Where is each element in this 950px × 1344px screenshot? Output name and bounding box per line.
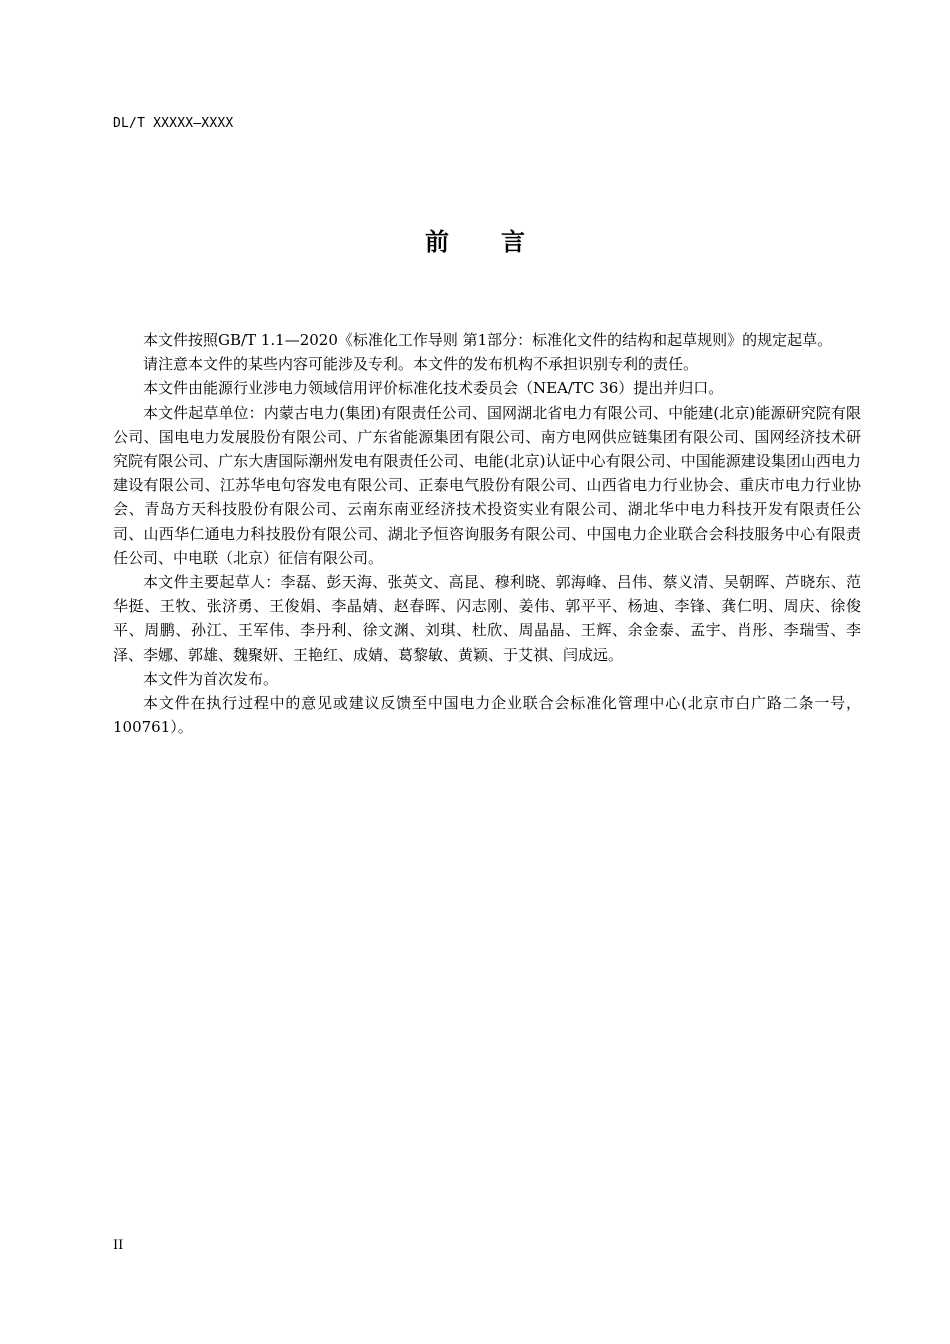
foreword-body <box>113 328 861 739</box>
paragraph-drafters: 本文件主要起草人：李磊、彭天海、张英文、高昆、穆利晓、郭海峰、吕伟、蔡义清、吴朝晖、芦晓东、范华挺、王牧、张济勇、王俊娟、李晶婧、赵春晖、闪志刚、姜伟、郭平平、杨迪、李锋、龚仁明、周庆、徐俊平、周鹏、孙江、王军伟、李丹利、徐文渊、刘琪、杜欣、周晶晶、王辉、余金泰、孟宇、肖彤、李瑞雪、李泽、李娜、郭雄、魏聚妍、王艳红、成婧、葛黎敏、黄颖、于艾祺、闫成远。 <box>113 573 861 664</box>
title-char-2: 言 <box>501 228 525 256</box>
paragraph-drafting-rules: 本文件按照GB/T 1.1—2020《标准化工作导则 第1部分：标准化文件的结构和起草规则》的规定起草。 <box>143 331 833 349</box>
page-title <box>0 222 950 257</box>
paragraph-patent-notice: 请注意本文件的某些内容可能涉及专利。本文件的发布机构不承担识别专利的责任。 <box>143 355 699 374</box>
page-number: II <box>113 1238 124 1253</box>
paragraph-proposer: 本文件由能源行业涉电力领域信用评价标准化技术委员会（NEA/TC 36）提出并归口。 <box>143 379 724 398</box>
paragraph-first-release: 本文件为首次发布。 <box>143 669 279 688</box>
document-code: DL/T XXXXX—XXXX <box>113 116 234 131</box>
title-char-1: 前 <box>425 228 449 256</box>
paragraph-feedback: 本文件在执行过程中的意见或建议反馈至中国电力企业联合会标准化管理中心(北京市白广路二条一号，100761）。 <box>113 694 861 737</box>
paragraph-drafting-units: 本文件起草单位：内蒙古电力(集团)有限责任公司、国网湖北省电力有限公司、中能建(北京)能源研究院有限公司、国电电力发展股份有限公司、广东省能源集团有限公司、南方电网供应链集团有限公司、国网经济技术研究院有限公司、广东大唐国际潮州发电有限责任公司、电能(北京)认证中心有限公司、中国能源建设集团山西电力建设有限公司、江苏华电句容发电有限公司、正泰电气股份有限公司、山西省电力行业协会、重庆市电力行业协会、青岛方天科技股份有限公司、云南东南亚经济技术投资实业有限公司、湖北华中电力科技开发有限责任公司、山西华仁通电力科技股份有限公司、湖北予恒咨询服务有限公司、中国电力企业联合会科技服务中心有限责任公司、中电联（北京）征信有限公司。 <box>113 403 861 567</box>
